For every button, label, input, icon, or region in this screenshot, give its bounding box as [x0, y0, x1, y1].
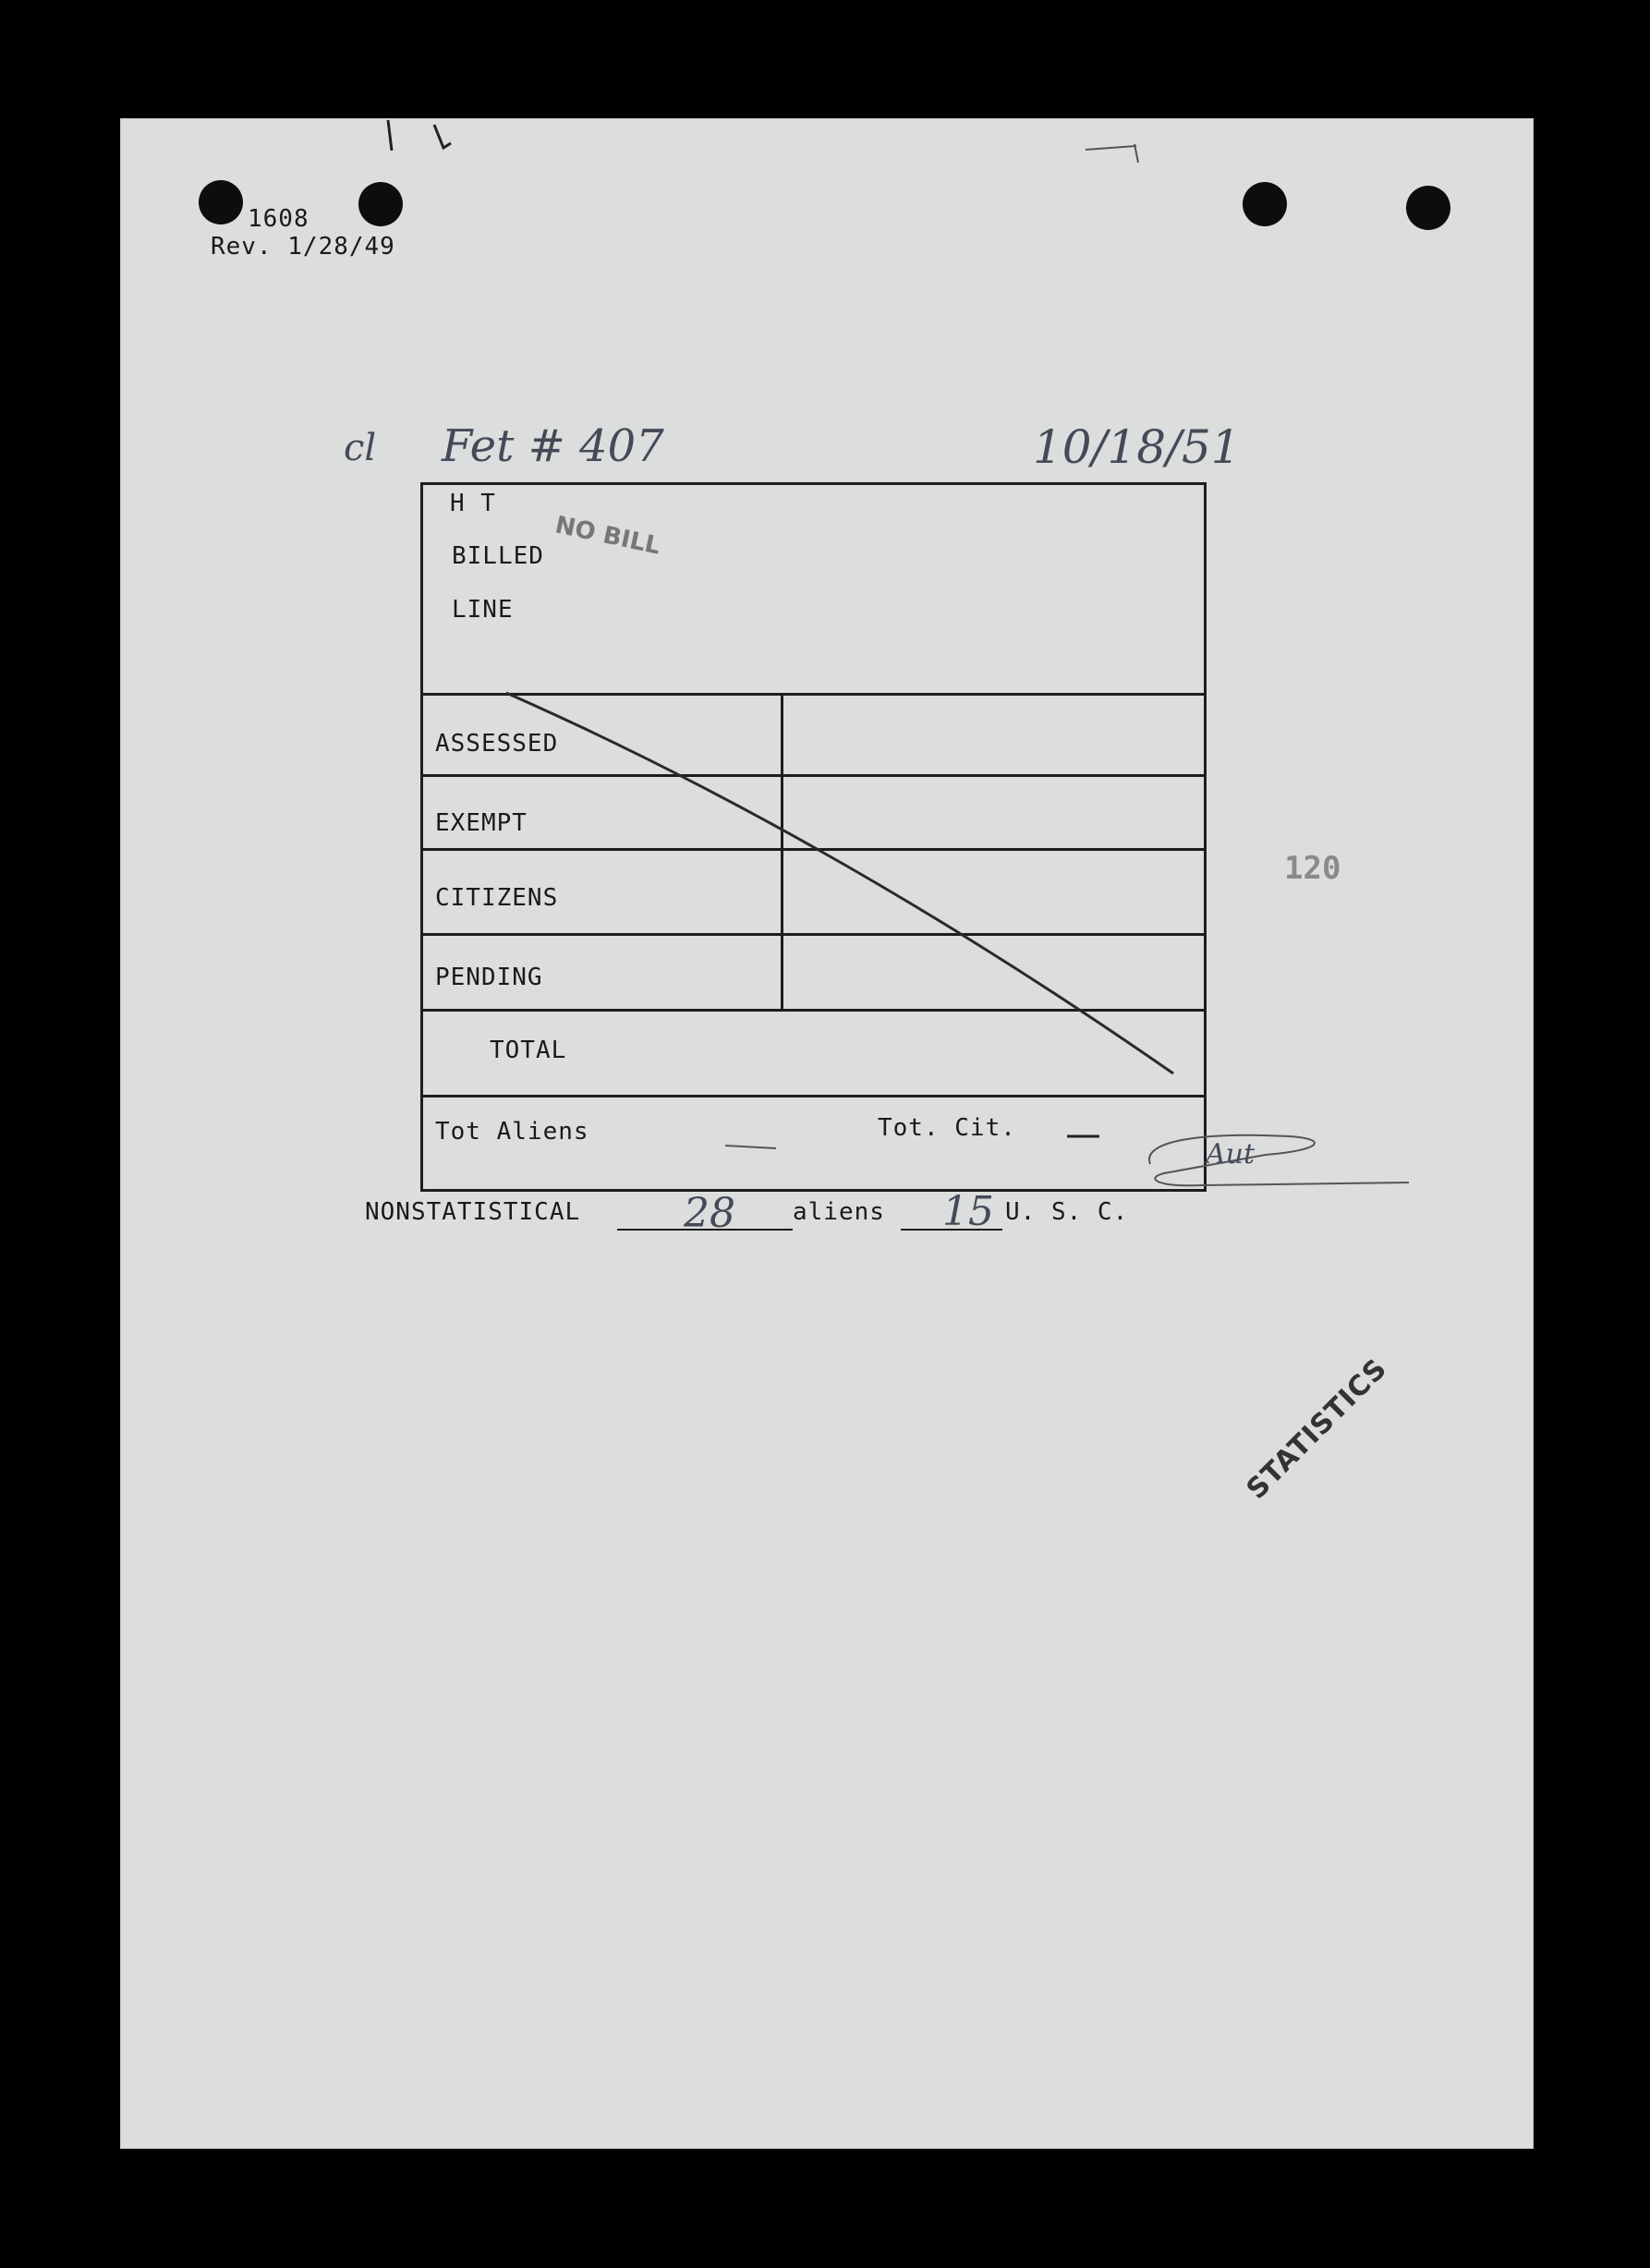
divider [420, 933, 1204, 936]
label-ht: H T [450, 490, 496, 517]
aliens-count: 28 [684, 1190, 735, 1237]
top-mark [379, 115, 490, 162]
date-handwritten: 10/18/51 [1033, 420, 1241, 474]
aliens-label: aliens [793, 1198, 885, 1226]
form-number: 1608 [248, 205, 309, 233]
divider [420, 1009, 1204, 1012]
column-divider [781, 693, 783, 1012]
usc-label: U. S. C. [1005, 1198, 1129, 1226]
row-label: PENDING [435, 964, 543, 991]
row-label: EXEMPT [435, 809, 528, 837]
initials: Aut [1206, 1138, 1256, 1170]
divider [420, 693, 1204, 696]
punch-hole [1243, 182, 1287, 226]
punch-hole [199, 180, 243, 224]
tot-aliens-label: Tot Aliens [435, 1118, 589, 1146]
usc-count: 15 [942, 1188, 994, 1235]
punch-hole [1406, 186, 1450, 230]
statistics-stamp: STATISTICS [1240, 1352, 1394, 1506]
label-billed: BILLED [452, 542, 544, 570]
divider [420, 848, 1204, 851]
row-label: ASSESSED [435, 730, 559, 758]
page-number-stamp: 120 [1284, 850, 1341, 887]
divider [420, 774, 1204, 777]
top-right-mark [1081, 137, 1164, 164]
punch-hole [358, 182, 403, 226]
tot-cit-label: Tot. Cit. [878, 1114, 1016, 1142]
label-line: LINE [452, 596, 514, 624]
form-revision: Rev. 1/28/49 [211, 233, 395, 261]
total-label: TOTAL [490, 1037, 567, 1064]
row-label: CITIZENS [435, 884, 559, 912]
case-reference: Fet # 407 [442, 420, 664, 472]
divider [420, 1095, 1204, 1098]
case-prefix: cl [344, 427, 377, 469]
no-bill-stamp: NO BILL [552, 511, 663, 561]
nonstatistical-label: NONSTATISTICAL [365, 1198, 581, 1226]
statistics-box [420, 482, 1207, 1192]
